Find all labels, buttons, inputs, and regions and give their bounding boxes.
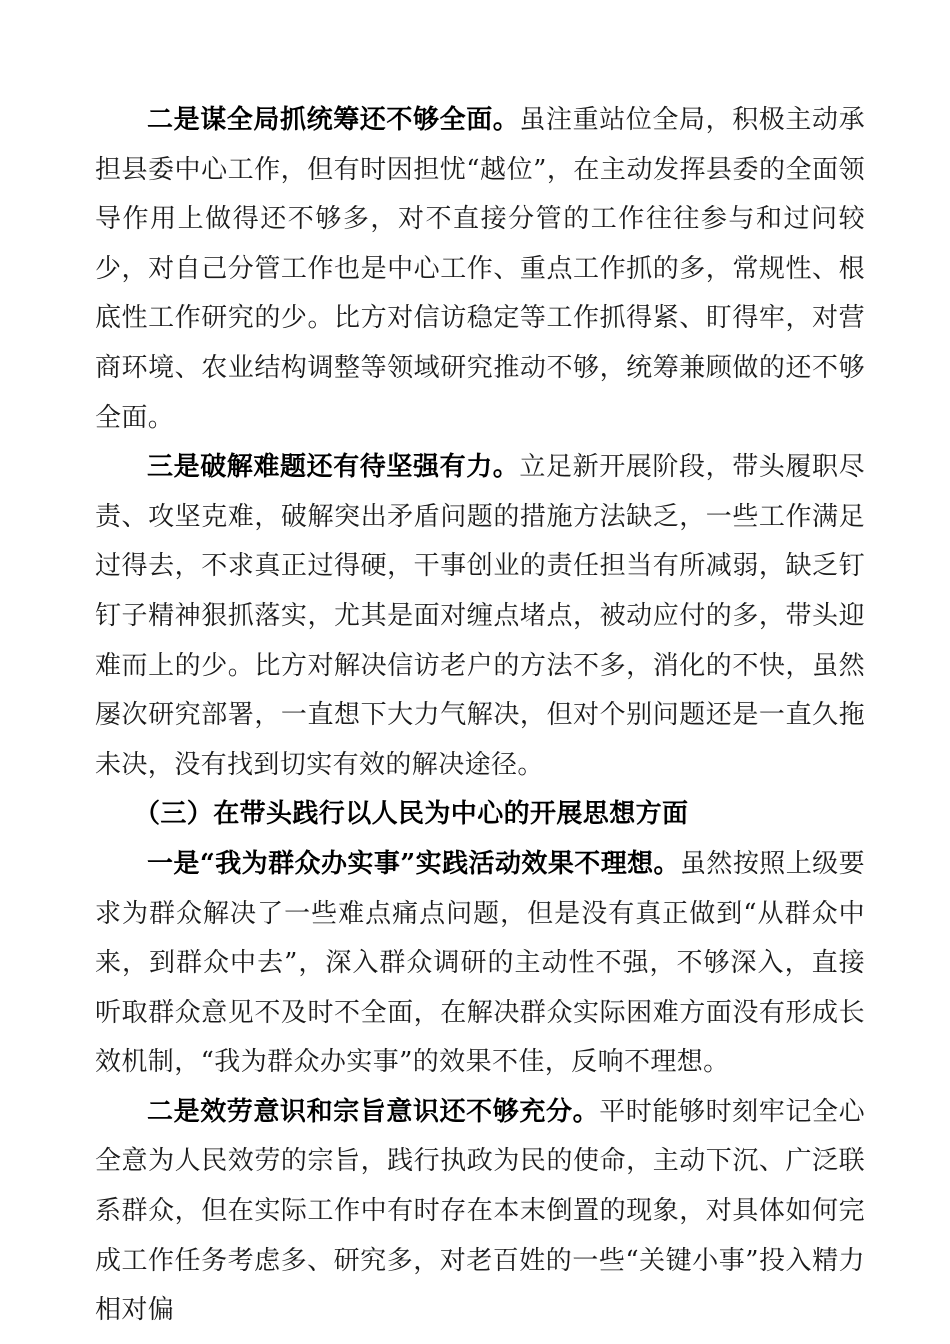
paragraph-service-awareness — [95, 1088, 865, 1336]
paragraph-text-service-awareness: 平时能够时刻牢记全心全意为人民效劳的宗旨，践行执政为民的使命，主动下沉、广泛联系群众，但在实际工作中有时存在本末倒置的现象，对具体如何完成工作任务考虑多、研究多，对老百姓的一些“关键小事”投入精力相对偏 — [95, 1096, 865, 1326]
paragraph-text-practical-matters: 虽然按照上级要求为群众解决了一些难点痛点问题，但是没有真正做到“从群众中来，到群众中去”，深入群众调研的主动性不强，不够深入，直接听取群众意见不及时不全面，在解决群众实际困难方面没有形成长效机制，“我为群众办实事”的效果不佳，反响不理想。 — [95, 848, 865, 1078]
section-heading-people-centered: （三）在带头践行以人民为中心的开展思想方面 — [134, 799, 689, 830]
paragraph-lead-practical-matters: 一是“我为群众办实事”实践活动效果不理想。 — [147, 848, 680, 879]
document-body — [95, 96, 865, 1336]
paragraph-solving-problems — [95, 443, 865, 790]
paragraph-lead-overall-planning: 二是谋全局抓统筹还不够全面。 — [147, 105, 520, 135]
paragraph-text-overall-planning: 虽注重站位全局，积极主动承担县委中心工作，但有时因担忧“越位”，在主动发挥县委的全面领导作用上做得还不够多，对不直接分管的工作往往参与和过问较少，对自己分管工作也是中心工作、重点工作抓的多，常规性、根底性工作研究的少。比方对信访稳定等工作抓得紧、盯得牢，对营商环境、农业结构调整等领域研究推动不够，统筹兼顾做的还不够全面。 — [95, 105, 866, 433]
paragraph-practical-matters — [95, 840, 865, 1088]
paragraph-overall-planning — [95, 96, 865, 443]
paragraph-text-solving-problems: 立足新开展阶段，带头履职尽责、攻坚克难，破解突出矛盾问题的措施方法缺乏，一些工作满足过得去，不求真正过得硬，干事创业的责任担当有所减弱，缺乏钉钉子精神狠抓落实，尤其是面对缠点堵点，被动应付的多，带头迎难而上的少。比方对解决信访老户的方法不多，消化的不快，虽然屡次研究部署，一直想下大力气解决，但对个别问题还是一直久拖未决，没有找到切实有效的解决途径。 — [95, 452, 866, 780]
paragraph-lead-solving-problems: 三是破解难题还有待坚强有力。 — [147, 452, 520, 483]
paragraph-lead-service-awareness: 二是效劳意识和宗旨意识还不够充分。 — [147, 1096, 600, 1127]
